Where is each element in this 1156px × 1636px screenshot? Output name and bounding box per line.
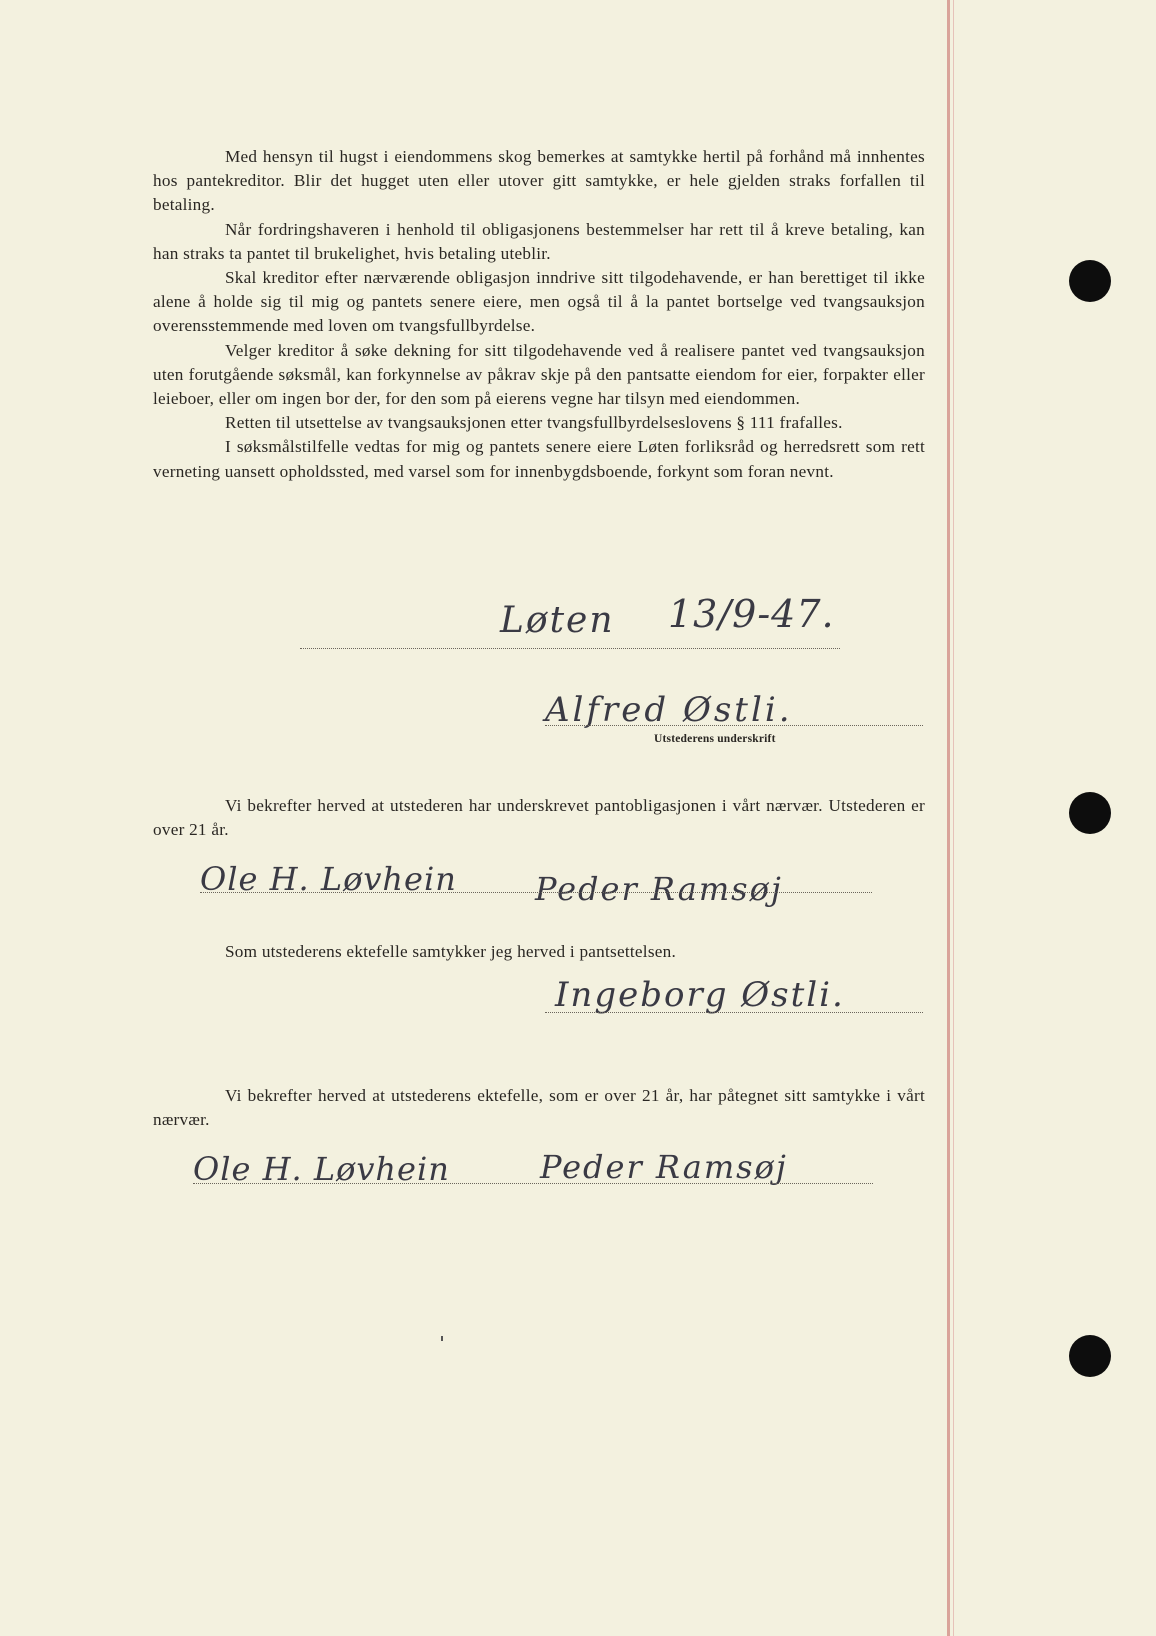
witness-2-signature-b: Peder Ramsøj — [540, 1148, 788, 1186]
paragraph-postponement: Retten til utsettelse av tvangsauksjonen etter tvangsfullbyrdelseslovens § 111 frafalles. — [225, 413, 843, 433]
witness-1-signature-a: Ole H. Løvhein — [200, 860, 457, 898]
punch-hole-top — [1069, 260, 1111, 302]
handwritten-place: Løten — [500, 600, 615, 641]
issuer-signature: Alfred Østli. — [545, 690, 793, 730]
spouse-signature-line — [545, 1012, 923, 1013]
margin-rule — [947, 0, 950, 1636]
witness-statement-2: Vi bekrefter herved at utstederens ektefelle, som er over 21 år, har påtegnet sitt samtykke i vårt nærvær. — [153, 1086, 925, 1130]
witness-1-signature-line — [200, 892, 872, 893]
witness-2-signature-line — [193, 1183, 873, 1184]
paper-speck — [441, 1336, 443, 1341]
witness-1-signature-b: Peder Ramsøj — [535, 870, 783, 908]
issuer-signature-caption: Utstederens underskrift — [654, 733, 776, 745]
paragraph-logging: Med hensyn til hugst i eiendommens skog bemerkes at samtykke hertil på forhånd må innhentes hos pantekreditor. Blir det hugget uten eller utover gitt samtykke, er hele gjelden straks forfallen til betaling. — [153, 147, 925, 215]
paragraph-collection: Skal kreditor efter nærværende obligasjon inndrive sitt tilgodehavende, er han berettiget til ikke alene å holde sig til mig og pantets senere eiere, men også til å la pantet bortselge ved tvangsauksjon overensstemmende med loven om tvangsfullbyrdelse. — [153, 268, 925, 336]
spouse-consent-text: Som utstederens ektefelle samtykker jeg herved i pantsettelsen. — [225, 942, 677, 961]
witness-statement-1: Vi bekrefter herved at utstederen har underskrevet pantobligasjonen i vårt nærvær. Utstederen er over 21 år. — [153, 796, 925, 840]
punch-hole-bottom — [1069, 1335, 1111, 1377]
paragraph-venue: I søksmålstilfelle vedtas for mig og pantets senere eiere Løten forliksråd og herredsrett som rett verneting uansett opholdssted, med varsel som for innenbygdsboende, forkynt som foran nevnt. — [153, 437, 925, 481]
obligation-terms — [153, 145, 925, 484]
witness-2-signature-a: Ole H. Løvhein — [193, 1150, 450, 1188]
spouse-signature: Ingeborg Østli. — [555, 975, 845, 1015]
paragraph-payment: Når fordringshaveren i henhold til obligasjonens bestemmelser har rett til å kreve betaling, kan han straks ta pantet til brukelighet, hvis betaling uteblir. — [153, 219, 925, 263]
issuer-signature-line — [545, 725, 923, 726]
place-date-line — [300, 648, 840, 649]
handwritten-date: 13/9-47. — [668, 592, 835, 636]
punch-hole-middle — [1069, 792, 1111, 834]
margin-rule-shadow — [953, 0, 954, 1636]
paragraph-forced-auction: Velger kreditor å søke dekning for sitt tilgodehavende ved å realisere pantet ved tvangsauksjon uten forutgående søksmål, kan forkynnelse av påkrav skje på den pantsatte eiendom for eier, forpakter eller leieboer, eller om ingen bor der, for den som på eierens vegne har tilsyn med eiendommen. — [153, 340, 925, 409]
